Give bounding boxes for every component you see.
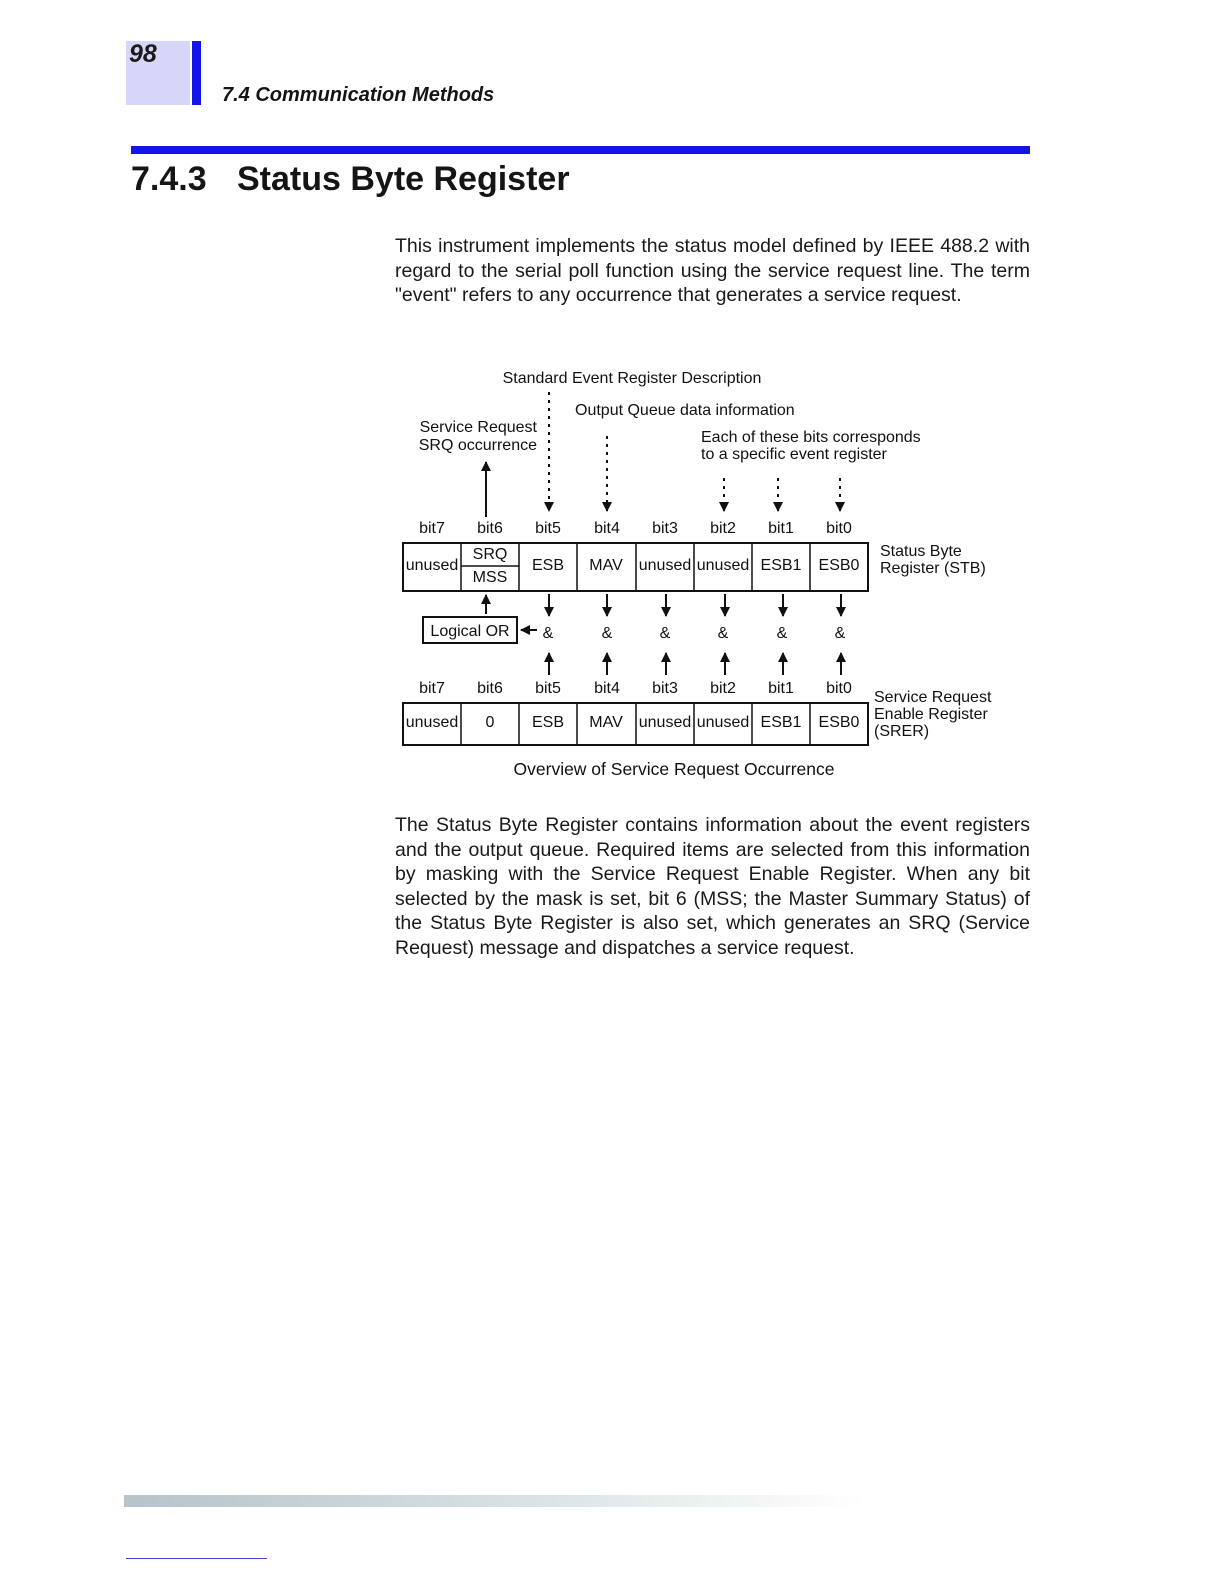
srer-bit-label: bit4 [594,680,620,697]
srer-bit-label: bit0 [826,680,852,697]
stb-to-and-arrows [549,594,841,616]
srer-cell: unused [696,714,750,731]
diagram-caption: Overview of Service Request Occurrence [513,759,835,779]
stb-bit-label: bit4 [594,520,620,537]
stb-bit-label: bit1 [768,520,794,537]
srer-label-line3: (SRER) [874,723,930,740]
srer-cell: ESB1 [760,714,802,731]
srq-label-line2: SRQ occurrence [418,437,537,454]
logical-or-label: Logical OR [430,623,510,640]
and-gate: & [659,625,671,642]
and-gates [543,625,846,642]
running-header: 7.4 Communication Methods [222,84,495,106]
stb-cell: unused [405,557,459,574]
stb-bit-label: bit0 [826,520,852,537]
stb-bit-label: bit5 [535,520,561,537]
stb-bit-label: bit7 [419,520,445,537]
stb-bit-label: bit2 [710,520,736,537]
srer-cell: 0 [485,714,495,731]
stb-mss-cell: MSS [472,569,508,586]
stb-cell: ESB1 [760,557,802,574]
srer-bit-label: bit2 [710,680,736,697]
stb-label-line1: Status Byte [880,543,962,560]
and-gate: & [776,625,788,642]
stb-cell: ESB [531,557,565,574]
section-title-text: Status Byte Register [237,160,570,198]
footer-rule [126,1558,267,1559]
srer-cell: MAV [589,714,623,731]
srer-bit-label: bit7 [419,680,445,697]
footer-decoration [124,1495,864,1507]
stb-cell: unused [696,557,750,574]
srer-label-line2: Enable Register [874,706,988,723]
srer-bit-label: bit5 [535,680,561,697]
service-request-enable-register [403,703,868,745]
bits-label-line1: Each of these bits corresponds [701,429,921,446]
status-byte-register [403,543,868,591]
and-gate: & [834,625,846,642]
section-number: 7.4.3 [131,160,207,198]
stb-srq-cell: SRQ [472,546,508,563]
srer-label-line1: Service Request [874,689,992,706]
standard-event-label: Standard Event Register Description [502,370,762,387]
stb-bit-label: bit6 [477,520,503,537]
stb-cell: MAV [589,557,623,574]
srer-bit-label: bit1 [768,680,794,697]
intro-paragraph: This instrument implements the status model defined by IEEE 488.2 with regard to the serial poll function using the service request line. The term "event" refers to any occurrence that generates a service request. [395,235,1030,306]
stb-bit-label: bit3 [652,520,678,537]
srer-cell: unused [638,714,692,731]
and-gate: & [601,625,613,642]
srer-cell: ESB [531,714,565,731]
and-gate: & [542,625,554,642]
and-gate: & [717,625,729,642]
srer-bit-label: bit6 [477,680,503,697]
srer-cell: unused [405,714,459,731]
stb-bit-labels [419,520,852,537]
output-queue-label: Output Queue data information [575,402,795,419]
bits-label-line2: to a specific event register [701,446,887,463]
stb-cell: ESB0 [818,557,860,574]
srer-cell: ESB0 [818,714,860,731]
srq-label-line1: Service Request [419,419,537,436]
srer-bit-labels [419,680,852,697]
srer-to-and-arrows [549,653,841,675]
srer-bit-label: bit3 [652,680,678,697]
stb-cell: unused [638,557,692,574]
page-number: 98 [129,40,157,68]
body-paragraph: The Status Byte Register contains information about the event registers and the output queue. Required items are selected from this information by masking with the Service Request Enable Register. When any bit selected by the mask is set, bit 6 (MSS; the Master Summary Status) of the Status Byte Register is also set, which generates an SRQ (Service Request) message and dispatches a service request. [395,814,1030,959]
stb-label-line2: Register (STB) [880,560,986,577]
